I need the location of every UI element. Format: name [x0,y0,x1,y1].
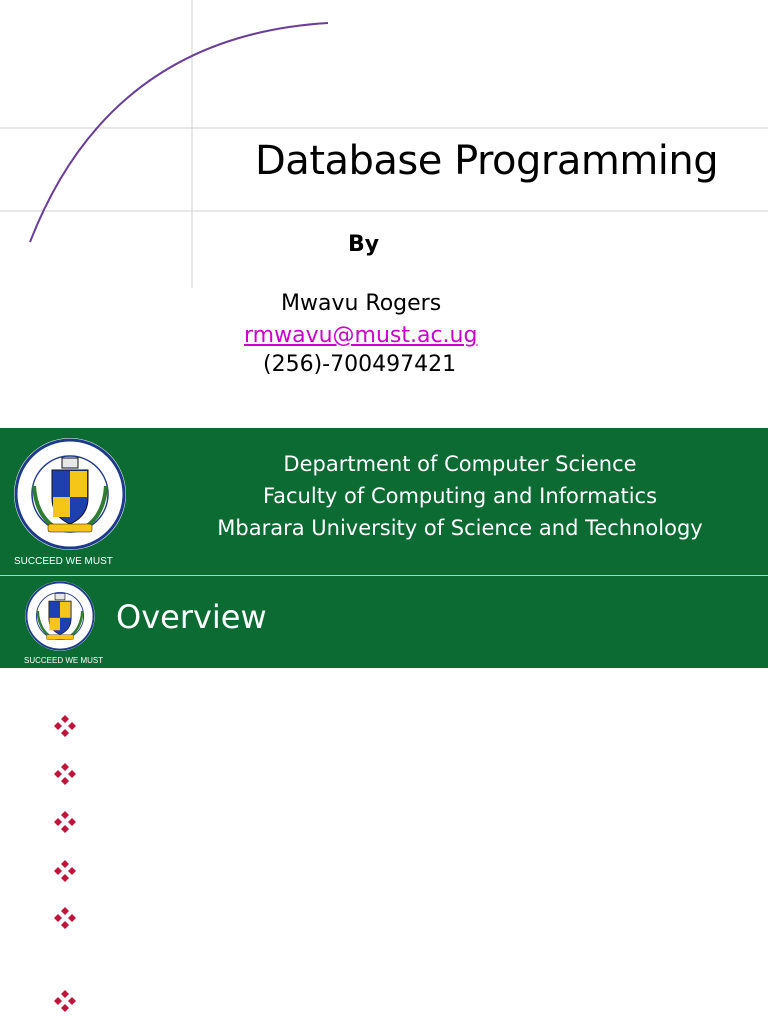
institution-banner [0,428,768,575]
diamond-bullet-icon [54,860,76,882]
university-seal-icon [24,580,96,652]
author-phone: (256)-700497421 [263,352,457,377]
university-line: Mbarara University of Science and Technology [217,516,703,540]
author-name: Mwavu Rogers [281,291,442,316]
by-label: By [348,232,380,257]
motto-text: SUCCEED WE MUST [14,556,113,567]
diamond-bullet-icon [54,811,76,833]
overview-header-bar [0,576,768,668]
department-line: Department of Computer Science [283,452,637,476]
diamond-bullet-icon [54,990,76,1012]
author-email-link[interactable]: rmwavu@must.ac.ug [244,323,478,348]
diamond-bullet-icon [54,907,76,929]
faculty-line: Faculty of Computing and Informatics [262,484,658,508]
diamond-bullet-icon [54,763,76,785]
university-seal-icon [12,436,128,552]
motto-text: SUCCEED WE MUST [24,656,104,665]
overview-heading: Overview [116,598,267,636]
institution-lines [160,448,760,544]
diamond-bullet-icon [54,715,76,737]
overview-slide [0,576,768,1024]
presentation-title: Database Programming [255,138,719,184]
